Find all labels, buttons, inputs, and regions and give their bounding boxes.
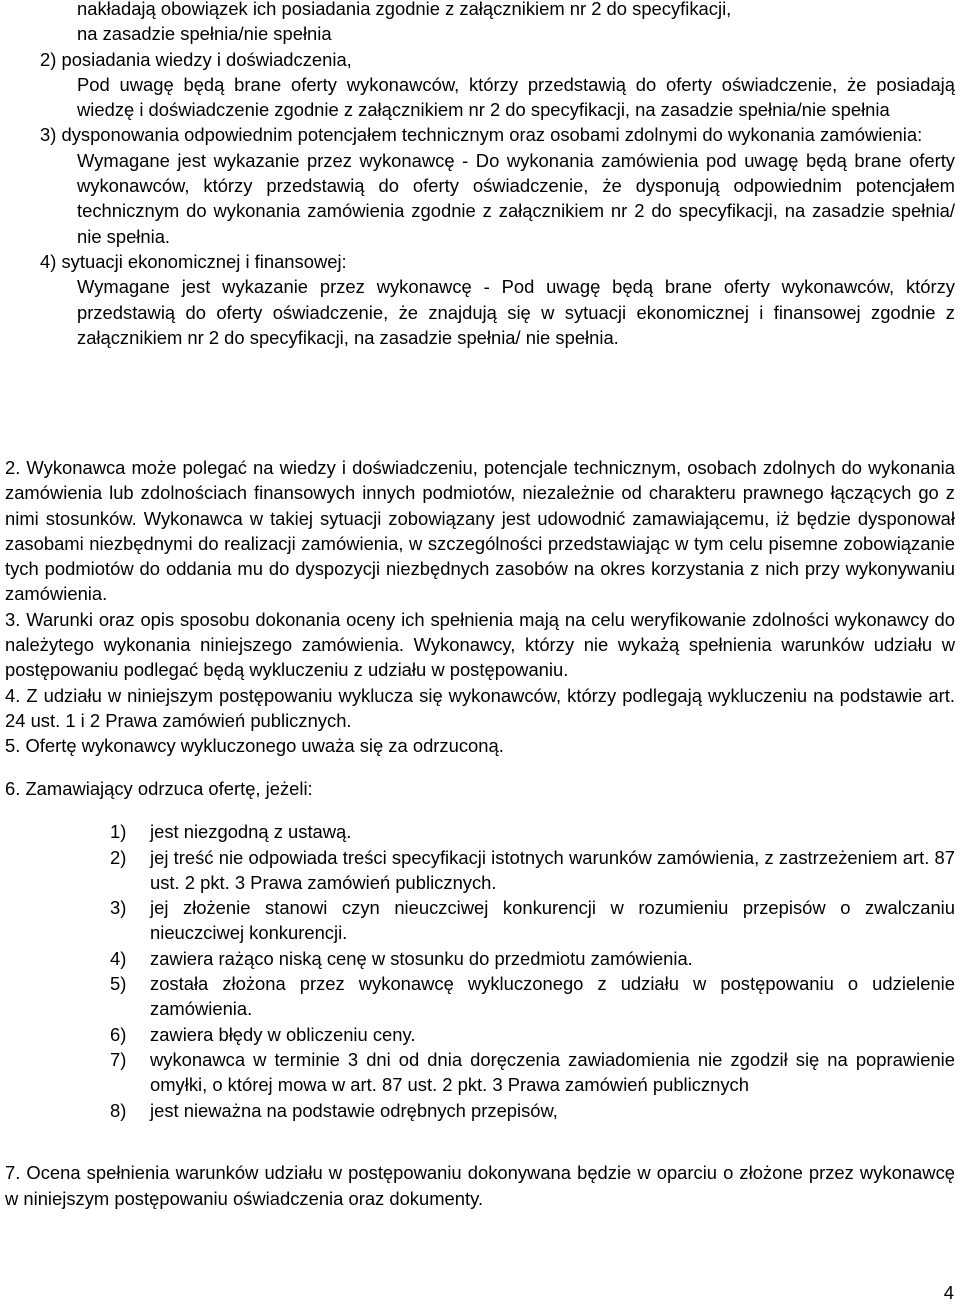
list-item: 8) jest nieważna na podstawie odrębnych przepisów, bbox=[110, 1099, 558, 1121]
page-number: 4 bbox=[943, 1282, 954, 1303]
list-item-3-text: Wymagane jest wykazanie przez wykonawcę - Do wykonania zamówienia pod uwagę będą brane oferty wykonawców, którzy przedstawią do oferty oświadczenie, że dysponują odpowiednim potencjałem technicznym do wykonania zamówienia zgodnie z załącznikiem nr 2 do specyfikacji, na zasadzie spełnia/ nie spełnia. bbox=[77, 149, 955, 247]
paragraph-5: 5. Ofertę wykonawcy wykluczonego uważa się za odrzuconą. bbox=[5, 735, 504, 757]
paragraph-3: 3. Warunki oraz opis sposobu dokonania oceny ich spełnienia mają na celu weryfikowanie zdolności wykonawcy do należytego wykonania niniejszego zamówienia. Wykonawcy, którzy nie wykażą spełnienia warunków udziału w postępowaniu podlegać będą wykluczeniu z udziału w postępowaniu. bbox=[5, 608, 955, 681]
list-item: 5) została złożona przez wykonawcę wykluczonego z udziału w postępowaniu o udzielenie zamówienia. bbox=[110, 973, 955, 1020]
paragraph-2: 2. Wykonawca może polegać na wiedzy i doświadczeniu, potencjale technicznym, osobach zdolnych do wykonania zamówienia lub zdolnościach finansowych innych podmiotów, niezależnie od charakteru prawnego łączących go z nimi stosunków. Wykonawca w takiej sytuacji zobowiązany jest udowodnić zamawiającemu, iż będzie dysponował zasobami niezbędnymi do realizacji zamówienia, w szczególności przedstawiając w tym celu pisemne zobowiązanie tych podmiotów do oddania mu do dyspozycji niezbędnych zasobów na okres korzystania z nich przy wykonywaniu zamówienia. bbox=[5, 457, 955, 605]
paragraph-line: na zasadzie spełnia/nie spełnia bbox=[77, 23, 332, 45]
list-item: 2) jej treść nie odpowiada treści specyfikacji istotnych warunków zamówienia, z zastrzeżeniem art. 87 ust. 2 pkt. 3 Prawa zamówień publicznych. bbox=[110, 846, 955, 893]
main-section bbox=[5, 455, 955, 1211]
list-item: 3) jej złożenie stanowi czyn nieuczciwej konkurencji w rozumieniu przepisów o zwalczaniu nieuczciwej konkurencji. bbox=[110, 897, 955, 944]
paragraph-4: 4. Z udziału w niniejszym postępowaniu wyklucza się wykonawców, którzy podlegają wykluczeniu na podstawie art. 24 ust. 1 i 2 Prawa zamówień publicznych. bbox=[5, 684, 955, 731]
list-item: 4) zawiera rażąco niską cenę w stosunku do przedmiotu zamówienia. bbox=[110, 947, 693, 969]
list-item: 6) zawiera błędy w obliczeniu ceny. bbox=[110, 1023, 416, 1045]
list-item-2-text: Pod uwagę będą brane oferty wykonawców, którzy przedstawią do oferty oświadczenie, że posiadają wiedzę i doświadczenie zgodnie z załącznikiem nr 2 do specyfikacji, na zasadzie spełnia/nie spełnia bbox=[77, 73, 955, 121]
paragraph-line: nakładają obowiązek ich posiadania zgodnie z załącznikiem nr 2 do specyfikacji, bbox=[77, 0, 732, 19]
list-item: 7) wykonawca w terminie 3 dni od dnia doręczenia zawiadomienia nie zgodził się na poprawienie omyłki, o której mowa w art. 87 ust. 2 pkt. 3 Prawa zamówień publicznych bbox=[110, 1048, 955, 1096]
list-item-3-heading: 3) dysponowania odpowiednim potencjałem technicznym oraz osobami zdolnymi do wykonania zamówienia: bbox=[40, 124, 923, 146]
conditions-list-continued bbox=[40, 0, 955, 350]
list-item-2-heading: 2) posiadania wiedzy i doświadczenia, bbox=[40, 48, 352, 70]
paragraph-6: 6. Zamawiający odrzuca ofertę, jeżeli: bbox=[5, 777, 313, 799]
list-item-4-heading: 4) sytuacji ekonomicznej i finansowej: bbox=[40, 250, 347, 272]
list-item-4-text: Wymagane jest wykazanie przez wykonawcę - Pod uwagę będą brane oferty wykonawców, którzy przedstawią do oferty oświadczenie, że znajdują się w sytuacji ekonomicznej i finansowej zgodnie z załącznikiem nr 2 do specyfikacji, na zasadzie spełnia/ nie spełnia. bbox=[77, 276, 955, 348]
paragraph-7: 7. Ocena spełnienia warunków udziału w postępowaniu dokonywana będzie w oparciu o złożone przez wykonawcę w niniejszym postępowaniu oświadczenia oraz dokumenty. bbox=[5, 1162, 955, 1209]
list-item: 1) jest niezgodną z ustawą. bbox=[110, 821, 352, 843]
rejection-reasons-list bbox=[110, 819, 955, 1123]
